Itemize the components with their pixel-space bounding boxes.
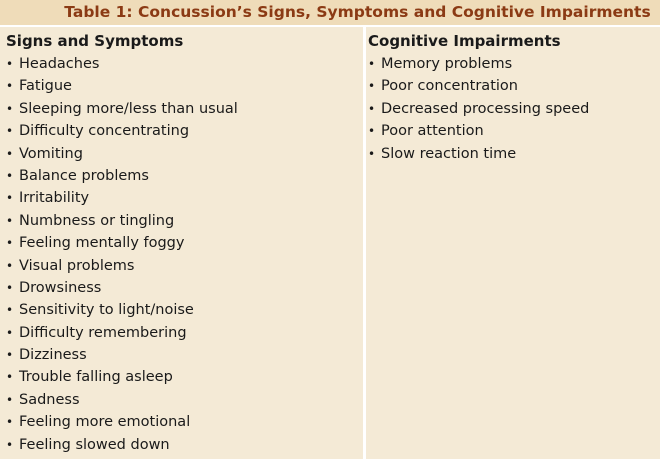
list-item: [6, 344, 238, 366]
bullet-icon: •: [6, 415, 14, 430]
signs-and-symptoms-column: [0, 27, 363, 459]
list-item: [6, 434, 238, 456]
bullet-icon: •: [368, 101, 376, 116]
list-item-label: Slow reaction time: [381, 145, 517, 162]
signs-and-symptoms-list: [6, 53, 238, 456]
list-item-label: Headaches: [19, 56, 100, 72]
list-item-label: Irritability: [19, 190, 90, 207]
list-item-label: Fatigue: [19, 78, 72, 95]
cognitive-impairments-list: [368, 53, 589, 165]
bullet-icon: •: [6, 101, 14, 116]
list-item: [368, 53, 589, 75]
list-item: [6, 75, 238, 97]
bullet-icon: •: [6, 213, 14, 228]
list-item: [368, 98, 589, 120]
list-item-label: Feeling more emotional: [19, 414, 191, 431]
list-item: [6, 389, 238, 411]
bullet-icon: •: [6, 258, 14, 273]
list-item-label: Sensitivity to light/noise: [19, 302, 194, 319]
bullet-icon: •: [6, 79, 14, 94]
list-item: [6, 366, 238, 388]
bullet-icon: •: [6, 437, 14, 452]
list-item-label: Feeling mentally foggy: [19, 235, 185, 252]
list-item-label: Drowsiness: [19, 279, 102, 296]
bullet-icon: •: [6, 124, 14, 139]
list-item-label: Sadness: [19, 391, 80, 408]
bullet-icon: •: [6, 370, 14, 385]
list-item-label: Trouble falling asleep: [19, 369, 173, 386]
list-item: [6, 232, 238, 254]
bullet-icon: •: [6, 392, 14, 407]
list-item: [6, 299, 238, 321]
list-item-label: Numbness or tingling: [19, 212, 175, 229]
bullet-icon: •: [368, 57, 376, 71]
table-title-bar: [0, 0, 660, 27]
signs-and-symptoms-header: Signs and Symptoms: [6, 32, 184, 50]
table-title: Table 1: Concussion’s Signs, Symptoms and Cognitive Impairments: [64, 3, 651, 21]
bullet-icon: •: [6, 303, 14, 318]
cognitive-impairments-column: [366, 27, 660, 459]
list-item-label: Poor attention: [381, 123, 484, 140]
list-item: [6, 322, 238, 344]
list-item: [6, 98, 238, 120]
list-item: [6, 255, 238, 277]
list-item: [6, 411, 238, 433]
cognitive-impairments-header: Cognitive Impairments: [368, 32, 561, 50]
list-item: [368, 75, 589, 97]
list-item-label: Poor concentration: [381, 78, 518, 95]
list-item: [6, 277, 238, 299]
list-item-label: Balance problems: [19, 167, 149, 184]
bullet-icon: •: [6, 325, 14, 340]
list-item: [6, 187, 238, 209]
bullet-icon: •: [6, 348, 14, 363]
bullet-icon: •: [6, 236, 14, 251]
list-item-label: Sleeping more/less than usual: [19, 100, 238, 117]
list-item-label: Difficulty remembering: [19, 324, 187, 341]
list-item-label: Memory problems: [381, 56, 513, 72]
list-item-label: Visual problems: [19, 257, 135, 274]
bullet-icon: •: [368, 146, 376, 161]
bullet-icon: •: [6, 146, 14, 161]
list-item: [6, 53, 238, 75]
list-item: [6, 210, 238, 232]
list-item-label: Dizziness: [19, 347, 87, 364]
list-item: [6, 120, 238, 142]
bullet-icon: •: [6, 191, 14, 206]
list-item: [6, 165, 238, 187]
bullet-icon: •: [6, 57, 14, 71]
bullet-icon: •: [368, 79, 376, 94]
list-item-label: Feeling slowed down: [19, 436, 170, 453]
bullet-icon: •: [6, 280, 14, 295]
list-item: [6, 143, 238, 165]
list-item-label: Decreased processing speed: [381, 100, 590, 117]
list-item: [368, 120, 589, 142]
list-item-label: Vomiting: [19, 145, 83, 162]
list-item: [368, 143, 589, 165]
bullet-icon: •: [6, 168, 14, 183]
bullet-icon: •: [368, 124, 376, 139]
list-item-label: Difficulty concentrating: [19, 123, 190, 140]
